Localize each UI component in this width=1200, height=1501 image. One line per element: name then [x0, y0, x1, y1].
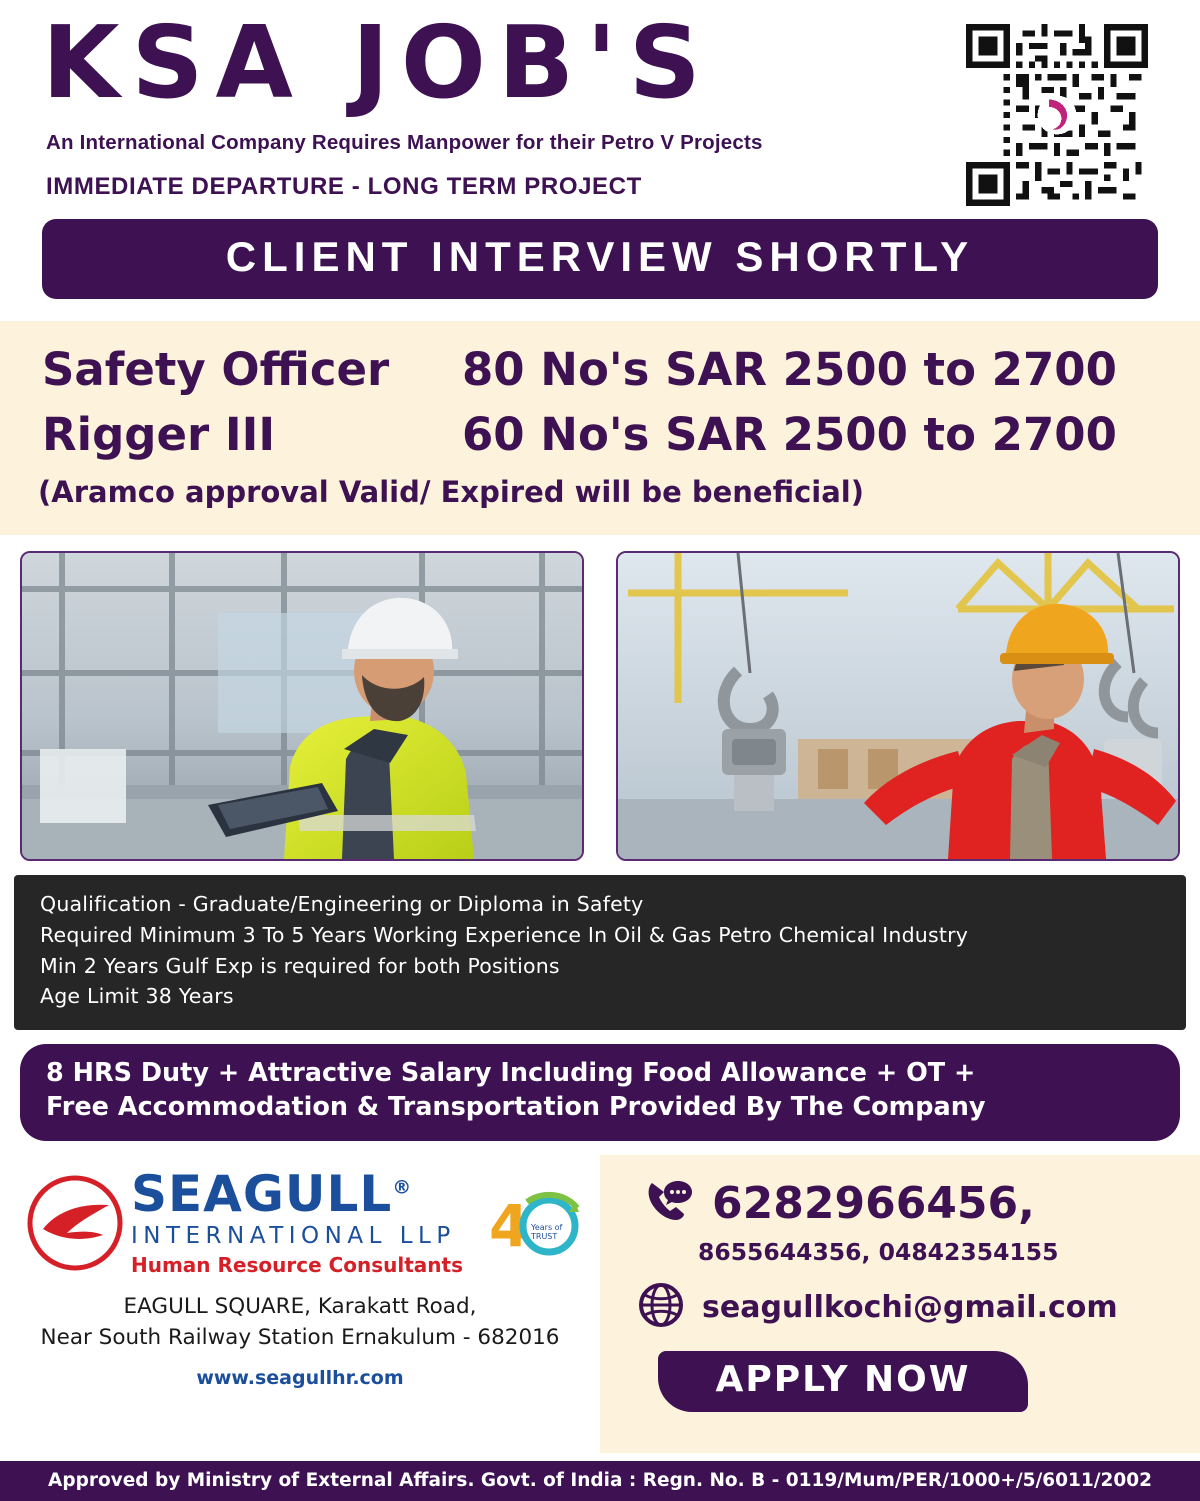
- company-name: SEAGULL®: [130, 1164, 413, 1223]
- position-title: Safety Officer: [42, 343, 390, 396]
- address-line-1: EAGULL SQUARE, Karakatt Road,: [123, 1293, 477, 1319]
- qualification-line: Min 2 Years Gulf Exp is required for both Positions: [40, 953, 560, 978]
- header-subtitle-primary: An International Company Requires Manpower for their Petro V Projects: [46, 131, 763, 154]
- svg-text:Years of: Years of: [531, 1222, 563, 1232]
- email-address[interactable]: seagullkochi@gmail.com: [702, 1289, 1118, 1325]
- position-detail: 60 No's SAR 2500 to 2700: [462, 408, 1117, 461]
- page-title: KSA JOB'S: [42, 4, 713, 121]
- poster-header: [0, 0, 1200, 299]
- position-title: Rigger III: [42, 408, 276, 461]
- globe-icon: [638, 1282, 684, 1333]
- qualification-line: Age Limit 38 Years: [40, 984, 234, 1009]
- aramco-approval-note: (Aramco approval Valid/ Expired will be beneficial): [38, 475, 864, 509]
- address-line-2: Near South Railway Station Ernakulum - 682016: [40, 1325, 560, 1351]
- qualification-line: Qualification - Graduate/Engineering or Diploma in Safety: [40, 892, 644, 916]
- svg-text:TRUST: TRUST: [531, 1231, 558, 1241]
- approval-footer: Approved by Ministry of External Affairs. Govt. of India : Regn. No. B - 0119/Mum/PER/1000+/5/6011/2002: [0, 1461, 1200, 1501]
- photo-gallery: [20, 551, 1180, 861]
- company-tagline: Human Resource Consultants: [130, 1252, 464, 1277]
- poster-footer: [0, 1155, 1200, 1453]
- interview-banner: CLIENT INTERVIEW SHORTLY: [42, 219, 1158, 299]
- company-website-link[interactable]: www.seagullhr.com: [196, 1367, 404, 1390]
- qualifications-section: [14, 875, 1186, 1030]
- phone-call-icon: [638, 1173, 694, 1234]
- anniversary-40-icon: [487, 1184, 583, 1262]
- qr-code-icon[interactable]: [966, 24, 1148, 206]
- company-info: [0, 1155, 600, 1453]
- phone-row[interactable]: [600, 1173, 1200, 1234]
- contact-panel: [600, 1155, 1200, 1453]
- company-address: [0, 1291, 600, 1353]
- qualification-line: Required Minimum 3 To 5 Years Working Experience In Oil & Gas Petro Chemical Industry: [40, 922, 969, 947]
- header-subtitle-secondary: IMMEDIATE DEPARTURE - LONG TERM PROJECT: [46, 173, 642, 200]
- apply-now-button[interactable]: APPLY NOW: [658, 1351, 1028, 1412]
- phone-secondary[interactable]: 8655644356, 04842354155: [698, 1237, 1059, 1266]
- benefit-line: Free Accommodation & Transportation Provided By The Company: [46, 1092, 986, 1123]
- company-subtitle: INTERNATIONAL LLP: [130, 1222, 456, 1249]
- email-row[interactable]: [600, 1282, 1200, 1333]
- rigger-photo: [616, 551, 1180, 861]
- svg-text:4: 4: [489, 1191, 530, 1260]
- position-detail: 80 No's SAR 2500 to 2700: [462, 343, 1117, 396]
- benefits-section: [20, 1044, 1180, 1141]
- positions-section: [0, 321, 1200, 535]
- safety-officer-photo: [20, 551, 584, 861]
- phone-primary[interactable]: 6282966456,: [712, 1177, 1035, 1229]
- position-row: [0, 343, 1200, 396]
- position-row: [0, 408, 1200, 461]
- company-logo: [0, 1164, 600, 1277]
- benefit-line: 8 HRS Duty + Attractive Salary Including Food Allowance + OT +: [46, 1058, 976, 1088]
- seagull-bird-icon: [27, 1175, 123, 1271]
- registered-trademark-icon: ®: [392, 1176, 413, 1199]
